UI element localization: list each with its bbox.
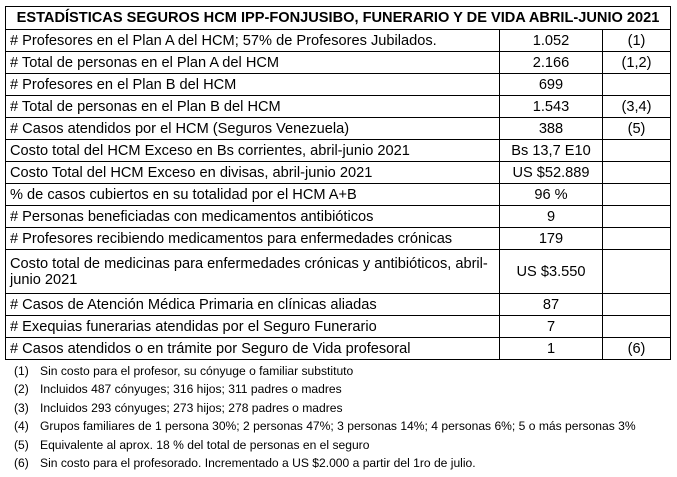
row-value: 1.052: [500, 30, 603, 52]
table-row: [6, 316, 671, 338]
row-value: Bs 13,7 E10: [500, 140, 603, 162]
row-value: 388: [500, 118, 603, 140]
row-label: % de casos cubiertos en su totalidad por el HCM A+B: [6, 184, 500, 206]
footnote-text: Grupos familiares de 1 persona 30%; 2 personas 47%; 3 personas 14%; 4 personas 6%; 5 o más personas 3%: [40, 419, 636, 434]
row-note: [603, 140, 671, 162]
footnotes: [14, 362, 674, 472]
table-row: [6, 206, 671, 228]
row-note: [603, 228, 671, 250]
row-value: 96 %: [500, 184, 603, 206]
row-value: US $52.889: [500, 162, 603, 184]
row-label: # Profesores recibiendo medicamentos para enfermedades crónicas: [6, 228, 500, 250]
footnote-number: (6): [14, 456, 29, 471]
statistics-table: [5, 6, 671, 360]
row-note: (6): [603, 338, 671, 360]
footnote: [14, 399, 674, 417]
footnote-number: (2): [14, 382, 29, 397]
row-note: [603, 294, 671, 316]
row-note: [603, 316, 671, 338]
table-row: [6, 184, 671, 206]
table-row: [6, 140, 671, 162]
footnote-text: Incluidos 293 cónyuges; 273 hijos; 278 padres o madres: [40, 400, 343, 415]
row-label: Costo total del HCM Exceso en Bs corrientes, abril-junio 2021: [6, 140, 500, 162]
row-note: (3,4): [603, 96, 671, 118]
row-value: US $3.550: [500, 250, 603, 294]
row-value: 9: [500, 206, 603, 228]
row-label: # Casos de Atención Médica Primaria en clínicas aliadas: [6, 294, 500, 316]
table-row: [6, 96, 671, 118]
footnote-text: Incluidos 487 cónyuges; 316 hijos; 311 padres o madres: [40, 382, 342, 397]
row-label: # Casos atendidos por el HCM (Seguros Venezuela): [6, 118, 500, 140]
row-label: Costo total de medicinas para enfermedades crónicas y antibióticos, abril-junio 2021: [6, 250, 500, 294]
row-label: # Personas beneficiadas con medicamentos antibióticos: [6, 206, 500, 228]
footnote-text: Sin costo para el profesorado. Incrementado a US $2.000 a partir del 1ro de julio.: [40, 456, 476, 471]
table-row: [6, 294, 671, 316]
footnote: [14, 436, 674, 454]
table-row: [6, 74, 671, 96]
footnote-number: (4): [14, 419, 29, 434]
footnote: [14, 362, 674, 380]
table-title: ESTADÍSTICAS SEGUROS HCM IPP-FONJUSIBO, FUNERARIO Y DE VIDA ABRIL-JUNIO 2021: [6, 7, 671, 30]
table-row: [6, 118, 671, 140]
row-label: # Total de personas en el Plan A del HCM: [6, 52, 500, 74]
row-value: 7: [500, 316, 603, 338]
row-note: (5): [603, 118, 671, 140]
table-row: [6, 162, 671, 184]
table-row: [6, 228, 671, 250]
table-row: [6, 30, 671, 52]
row-note: [603, 162, 671, 184]
footnote-number: (1): [14, 364, 29, 378]
row-value: 87: [500, 294, 603, 316]
row-note: [603, 250, 671, 294]
row-value: 1: [500, 338, 603, 360]
footnote: [14, 380, 674, 398]
footnote-text: Equivalente al aprox. 18 % del total de personas en el seguro: [40, 437, 370, 452]
row-label: Costo Total del HCM Exceso en divisas, abril-junio 2021: [6, 162, 500, 184]
footnote-number: (3): [14, 400, 29, 415]
footnote: [14, 454, 674, 472]
footnote-number: (5): [14, 437, 29, 452]
table-row: [6, 250, 671, 294]
row-label: # Profesores en el Plan B del HCM: [6, 74, 500, 96]
table-row: [6, 338, 671, 360]
row-label: # Total de personas en el Plan B del HCM: [6, 96, 500, 118]
row-note: [603, 74, 671, 96]
row-note: (1): [603, 30, 671, 52]
row-note: (1,2): [603, 52, 671, 74]
row-label: # Casos atendidos o en trámite por Seguro de Vida profesoral: [6, 338, 500, 360]
table-title-row: [6, 7, 671, 30]
row-label: # Profesores en el Plan A del HCM; 57% de Profesores Jubilados.: [6, 30, 500, 52]
row-value: 179: [500, 228, 603, 250]
footnote-text: Sin costo para el profesor, su cónyuge o familiar substituto: [40, 364, 354, 378]
row-value: 1.543: [500, 96, 603, 118]
row-value: 2.166: [500, 52, 603, 74]
row-note: [603, 184, 671, 206]
footnote: [14, 417, 674, 435]
table-row: [6, 52, 671, 74]
row-note: [603, 206, 671, 228]
row-value: 699: [500, 74, 603, 96]
row-label: # Exequias funerarias atendidas por el Seguro Funerario: [6, 316, 500, 338]
